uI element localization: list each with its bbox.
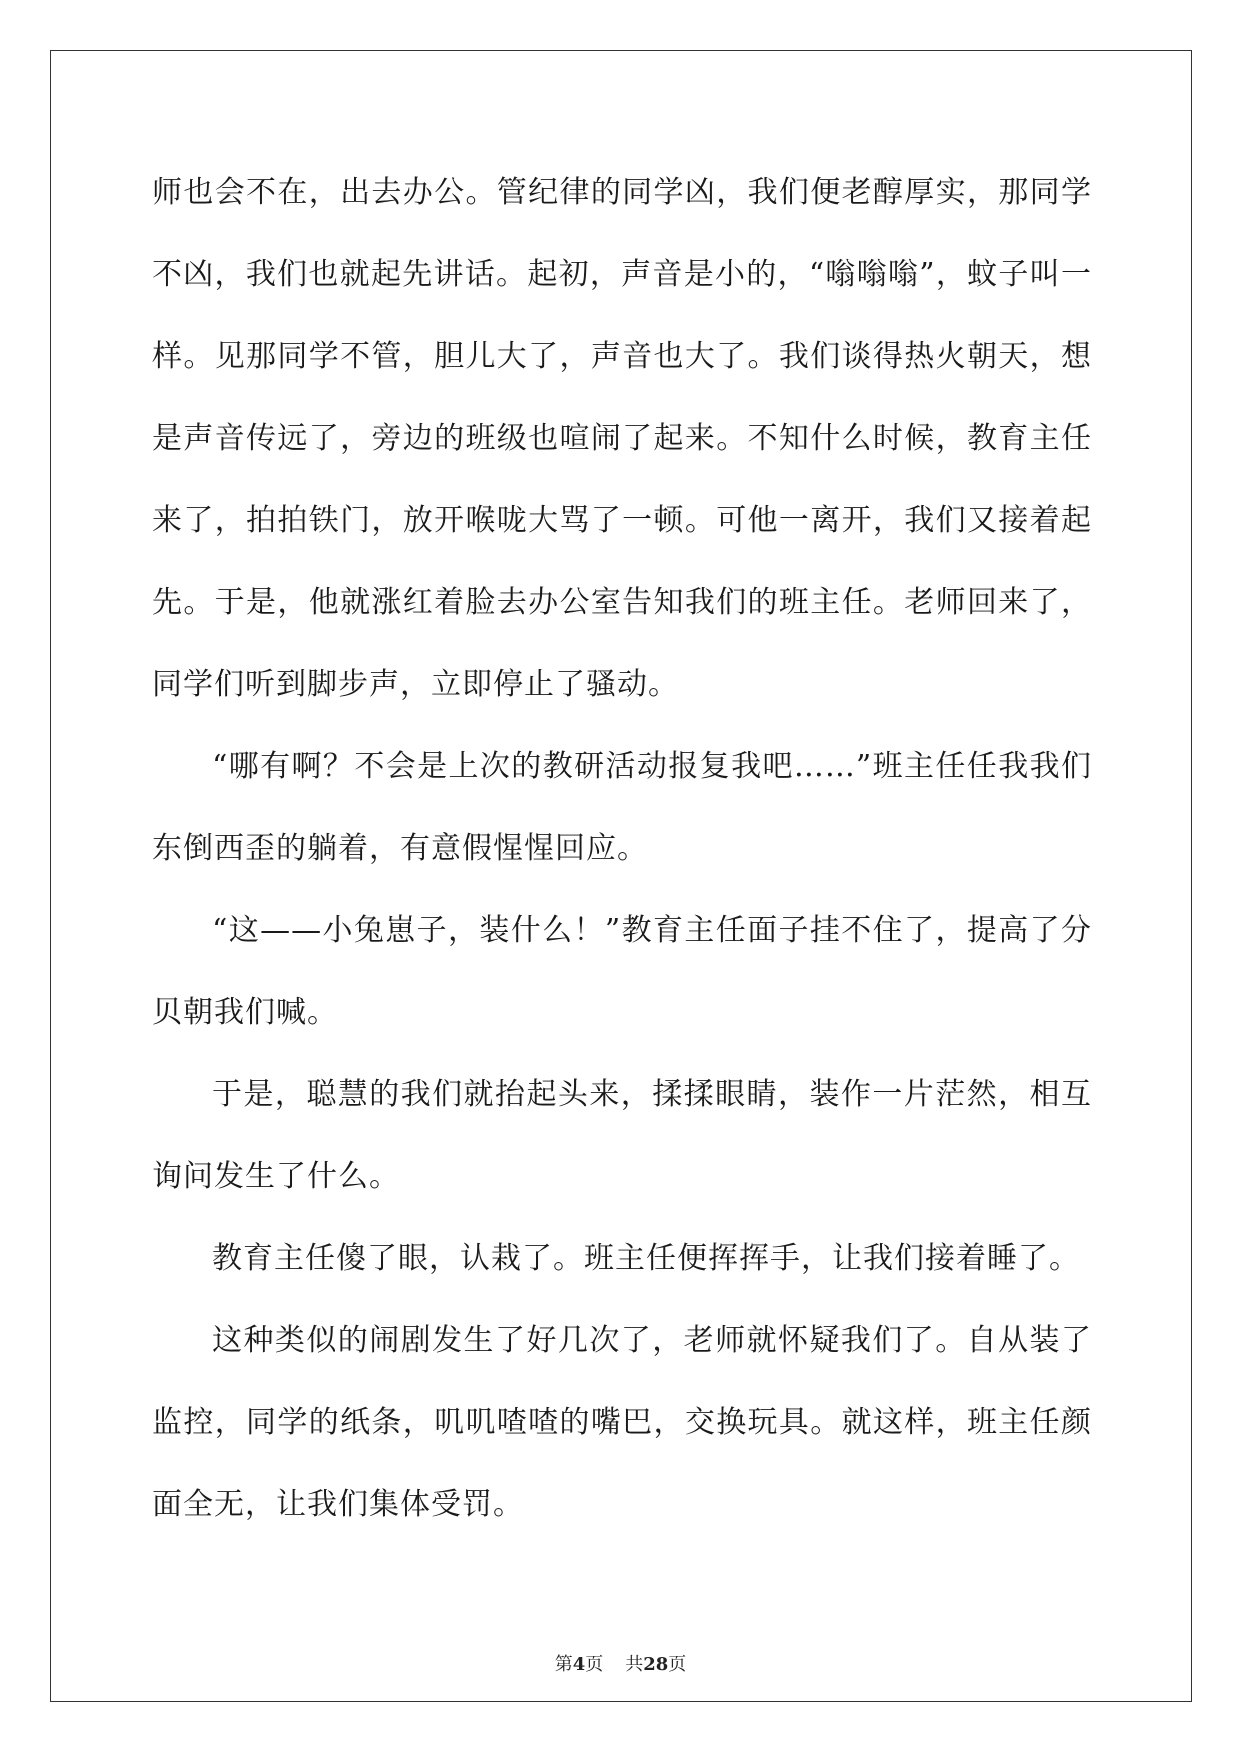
document-body bbox=[152, 152, 1092, 1546]
paragraph-5: 教育主任傻了眼，认栽了。班主任便挥挥手，让我们接着睡了。 bbox=[212, 1241, 1080, 1276]
total-pages: 28 bbox=[643, 1654, 669, 1675]
page-number: 4 bbox=[572, 1654, 586, 1675]
page-prefix: 第 bbox=[554, 1654, 573, 1675]
paragraph-6: 这种类似的闹剧发生了好几次了，老师就怀疑我们了。自从装了监控，同学的纸条，叽叽喳喳的嘴巴，交换玩具。就这样，班主任颜面全无，让我们集体受罚。 bbox=[152, 1323, 1092, 1522]
paragraph-1: 师也会不在，出去办公。管纪律的同学凶，我们便老醇厚实，那同学不凶，我们也就起先讲话。起初，声音是小的，“嗡嗡嗡”，蚊子叫一样。见那同学不管，胆儿大了，声音也大了。我们谈得热火朝天，想是声音传远了，旁边的班级也喧闹了起来。不知什么时候，教育主任来了，拍拍铁门，放开喉咙大骂了一顿。可他一离开，我们又接着起先。于是，他就涨红着脸去办公室告知我们的班主任。老师回来了，同学们听到脚步声，立即停止了骚动。 bbox=[152, 175, 1092, 702]
total-suffix: 页 bbox=[668, 1654, 687, 1675]
page-footer bbox=[0, 1650, 1241, 1676]
page-suffix: 页 bbox=[585, 1654, 604, 1675]
paragraph-3: “这——小兔崽子，装什么！”教育主任面子挂不住了，提高了分贝朝我们喊。 bbox=[152, 913, 1092, 1030]
total-prefix: 共 bbox=[625, 1654, 644, 1675]
paragraph-4: 于是，聪慧的我们就抬起头来，揉揉眼睛，装作一片茫然，相互询问发生了什么。 bbox=[152, 1077, 1092, 1194]
paragraph-2: “哪有啊？不会是上次的教研活动报复我吧……”班主任任我我们东倒西歪的躺着，有意假惺惺回应。 bbox=[152, 749, 1092, 866]
